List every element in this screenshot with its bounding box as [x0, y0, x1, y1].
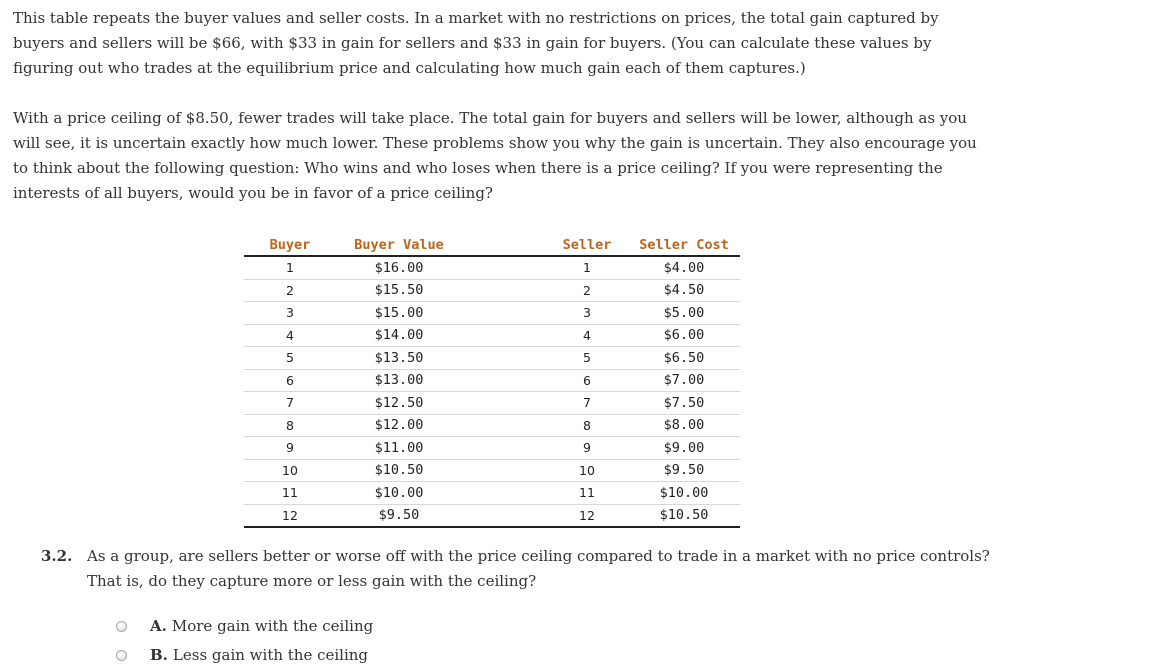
header-buyer: Buyer — [244, 234, 336, 256]
gap-cell — [462, 324, 546, 347]
option-b-radio[interactable] — [116, 650, 127, 661]
gap-cell — [462, 302, 546, 325]
table-row — [244, 347, 740, 370]
buyer-cell: 10 — [244, 459, 336, 482]
buyer-cell: 2 — [244, 279, 336, 302]
seller-cost-cell: $10.00 — [628, 482, 740, 505]
table-row — [244, 392, 740, 415]
buyer-cell: 8 — [244, 414, 336, 437]
seller-cell: 8 — [546, 414, 628, 437]
seller-cost-cell: $9.50 — [628, 459, 740, 482]
gap-cell — [462, 482, 546, 505]
seller-cost-cell: $6.50 — [628, 347, 740, 370]
table-row — [244, 279, 740, 302]
table-row — [244, 256, 740, 279]
buyer-cell: 7 — [244, 392, 336, 415]
gap-cell — [462, 459, 546, 482]
intro-paragraph-1: This table repeats the buyer values and seller costs. In a market with no restrictions on prices, the total gain captured by buyers and sellers will be $66, with $33 in gain for sellers and $33 in gain for buyers. (You can calculate these values by figuring out who trades at the equilibrium price and calculating how much gain each of them captures.) — [13, 9, 939, 77]
buyer-cell: 6 — [244, 369, 336, 392]
buyer-value-cell: $12.50 — [336, 392, 462, 415]
option-b[interactable] — [116, 644, 368, 666]
header-seller: Seller — [546, 234, 628, 256]
gap-cell — [462, 347, 546, 370]
seller-cell: 7 — [546, 392, 628, 415]
seller-cost-cell: $6.00 — [628, 324, 740, 347]
header-buyer-value: Buyer Value — [336, 234, 462, 256]
table-row — [244, 369, 740, 392]
option-b-letter: B. — [150, 646, 168, 664]
gap-cell — [462, 392, 546, 415]
seller-cost-cell: $5.00 — [628, 302, 740, 325]
buyer-cell: 12 — [244, 504, 336, 527]
option-a-label: More gain with the ceiling — [171, 617, 374, 635]
table-header-row — [244, 234, 740, 256]
gap-cell — [462, 369, 546, 392]
question-text: As a group, are sellers better or worse off with the price ceiling compared to trade in a market with no price controls? That is, do they capture more or less gain with the ceiling? — [87, 547, 990, 590]
seller-cost-cell: $7.50 — [628, 392, 740, 415]
buyer-value-cell: $10.00 — [336, 482, 462, 505]
seller-cost-cell: $8.00 — [628, 414, 740, 437]
seller-cell: 10 — [546, 459, 628, 482]
seller-cell: 3 — [546, 302, 628, 325]
seller-cell: 9 — [546, 437, 628, 460]
buyer-value-cell: $12.00 — [336, 414, 462, 437]
buyer-cell: 4 — [244, 324, 336, 347]
gap-cell — [462, 279, 546, 302]
buyer-value-cell: $10.50 — [336, 459, 462, 482]
seller-cell: 11 — [546, 482, 628, 505]
buyer-cell: 3 — [244, 302, 336, 325]
buyer-cell: 11 — [244, 482, 336, 505]
seller-cost-cell: $4.00 — [628, 256, 740, 279]
table-row — [244, 324, 740, 347]
values-costs-table — [244, 234, 740, 528]
option-a[interactable] — [116, 615, 373, 637]
seller-cell: 5 — [546, 347, 628, 370]
buyer-cell: 1 — [244, 256, 336, 279]
table-row — [244, 302, 740, 325]
intro-paragraph-2: With a price ceiling of $8.50, fewer trades will take place. The total gain for buyers and sellers will be lower, although as you will see, it is uncertain exactly how much lower. These problems show you why the gain is uncertain. They also encourage you to think about the following question: Who wins and who loses when there is a price ceiling? If you were representing the interests of all buyers, would you be in favor of a price ceiling? — [13, 109, 977, 202]
buyer-value-cell: $13.00 — [336, 369, 462, 392]
table-row — [244, 437, 740, 460]
gap-cell — [462, 504, 546, 527]
seller-cost-cell: $4.50 — [628, 279, 740, 302]
buyer-value-cell: $9.50 — [336, 504, 462, 527]
header-seller-cost: Seller Cost — [628, 234, 740, 256]
gap-cell — [462, 414, 546, 437]
option-a-letter: A. — [150, 617, 167, 635]
seller-cost-cell: $10.50 — [628, 504, 740, 527]
buyer-value-cell: $11.00 — [336, 437, 462, 460]
table-row — [244, 414, 740, 437]
option-b-label: Less gain with the ceiling — [172, 646, 369, 664]
question-number: 3.2. — [41, 547, 73, 565]
buyer-value-cell: $14.00 — [336, 324, 462, 347]
seller-cell: 6 — [546, 369, 628, 392]
buyer-cell: 5 — [244, 347, 336, 370]
seller-cell: 4 — [546, 324, 628, 347]
seller-cost-cell: $7.00 — [628, 369, 740, 392]
table-row — [244, 504, 740, 527]
buyer-value-cell: $13.50 — [336, 347, 462, 370]
gap-cell — [462, 437, 546, 460]
table-body — [244, 256, 740, 527]
buyer-value-cell: $15.50 — [336, 279, 462, 302]
header-gap — [462, 234, 546, 256]
buyer-value-cell: $15.00 — [336, 302, 462, 325]
seller-cell: 12 — [546, 504, 628, 527]
option-a-radio[interactable] — [116, 621, 127, 632]
table-row — [244, 482, 740, 505]
seller-cell: 1 — [546, 256, 628, 279]
buyer-cell: 9 — [244, 437, 336, 460]
table-row — [244, 459, 740, 482]
seller-cell: 2 — [546, 279, 628, 302]
seller-cost-cell: $9.00 — [628, 437, 740, 460]
gap-cell — [462, 256, 546, 279]
buyer-value-cell: $16.00 — [336, 256, 462, 279]
